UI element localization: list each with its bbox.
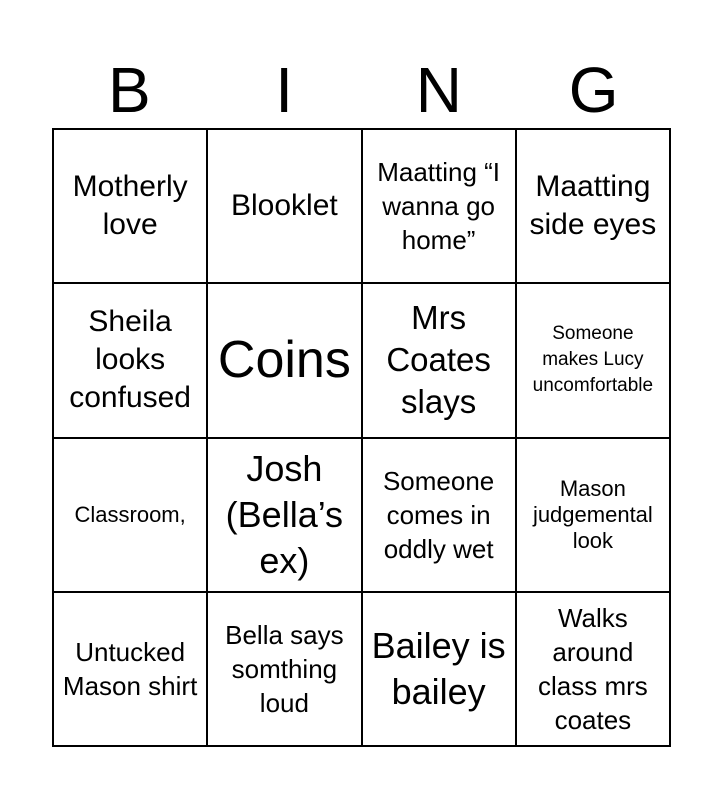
cell-text: Walks around class mrs coates [537, 602, 648, 735]
bingo-cell[interactable] [54, 284, 208, 438]
cell-text: Coins [217, 331, 351, 390]
cell-text: Classroom, [74, 501, 186, 527]
cell-text: Bella says somthing loud [225, 619, 344, 718]
bingo-cell[interactable] [208, 593, 362, 747]
cell-text: Bailey is bailey [371, 624, 506, 712]
bingo-cell[interactable] [517, 284, 671, 438]
bingo-cell[interactable] [208, 284, 362, 438]
cell-text: Josh (Bella’s ex) [225, 447, 344, 581]
bingo-cell[interactable] [208, 439, 362, 593]
bingo-header [52, 52, 671, 128]
cell-text: Sheila looks confused [69, 305, 191, 415]
bingo-cell[interactable] [54, 593, 208, 747]
bingo-cell[interactable] [363, 130, 517, 284]
bingo-cell[interactable] [517, 130, 671, 284]
bingo-cell[interactable] [54, 130, 208, 284]
cell-text: Maatting “I wanna go home” [377, 157, 501, 256]
cell-text: Mrs Coates slays [386, 299, 491, 421]
header-letter-b: B [108, 54, 151, 126]
bingo-cell[interactable] [363, 593, 517, 747]
cell-text: Blooklet [231, 189, 338, 223]
cell-text: Maatting side eyes [529, 170, 657, 242]
header-letter-g: G [568, 54, 619, 126]
cell-text: Motherly love [72, 170, 188, 242]
bingo-cell[interactable] [208, 130, 362, 284]
cell-text: Someone makes Lucy uncomfortable [532, 323, 654, 397]
header-letter-i: I [275, 54, 294, 126]
bingo-cell[interactable] [517, 439, 671, 593]
cell-text: Mason judgemental look [532, 475, 653, 553]
bingo-board [52, 128, 671, 747]
header-letter-n: N [415, 54, 462, 126]
bingo-cell[interactable] [363, 284, 517, 438]
bingo-cell[interactable] [517, 593, 671, 747]
cell-text: Untucked Mason shirt [62, 636, 198, 701]
bingo-cell[interactable] [54, 439, 208, 593]
cell-text: Someone comes in oddly wet [382, 465, 495, 564]
bingo-cell[interactable] [363, 439, 517, 593]
